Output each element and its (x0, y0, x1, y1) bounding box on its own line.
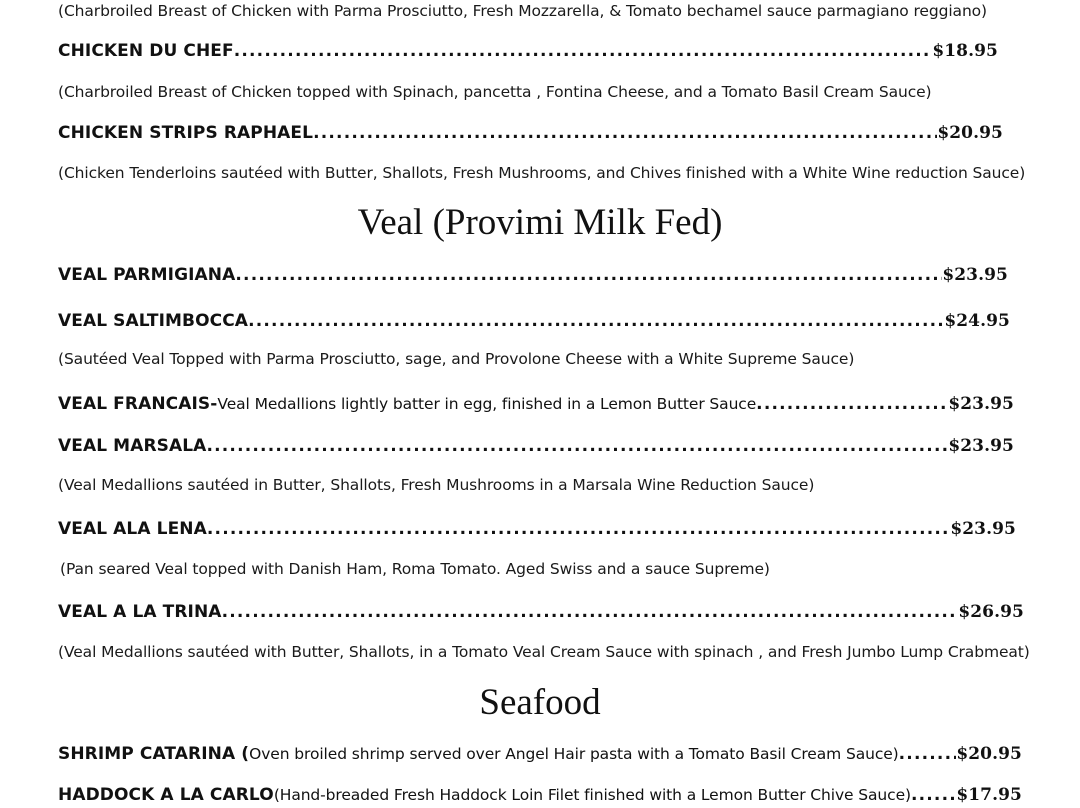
dot-leader (206, 438, 948, 455)
menu-item-veal-parmigiana (58, 267, 1008, 284)
dot-leader (911, 787, 956, 804)
item-name: CHICKEN DU CHEF (58, 41, 234, 61)
item-price: $23.95 (948, 394, 1014, 414)
item-name: VEAL MARSALA (58, 436, 207, 456)
item-inline-description: Oven broiled shrimp served over Angel Hair pasta with a Tomato Basil Cream Sauce) (249, 745, 899, 763)
item-price: $18.95 (932, 41, 998, 61)
item-description: (Veal Medallions sautéed in Butter, Shallots, Fresh Mushrooms in a Marsala Wine Reduction Sauce) (58, 476, 815, 494)
item-name: VEAL A LA TRINA (58, 602, 222, 622)
menu-item-shrimp-catarina (58, 746, 1022, 763)
dot-leader (248, 313, 944, 330)
item-price: $23.95 (942, 265, 1008, 285)
dot-leader (756, 396, 948, 413)
item-name: VEAL SALTIMBOCCA (58, 311, 249, 331)
dot-leader (207, 521, 950, 538)
item-description: (Charbroiled Breast of Chicken topped with Spinach, pancetta , Fontina Cheese, and a Tomato Basil Cream Sauce) (58, 83, 932, 101)
chicken-parma-description: (Charbroiled Breast of Chicken with Parma Prosciutto, Fresh Mozzarella, & Tomato bechamel sauce parmagiano reggiano) (58, 2, 988, 20)
item-inline-description: Veal Medallions lightly batter in egg, finished in a Lemon Butter Sauce (217, 395, 757, 413)
item-price: $23.95 (950, 519, 1016, 539)
item-description: (Chicken Tenderloins sautéed with Butter, Shallots, Fresh Mushrooms, and Chives finished with a White Wine reduction Sauce) (58, 164, 1026, 182)
menu-item-veal-marsala (58, 438, 1014, 455)
menu-item-veal-a-la-trina (58, 604, 1024, 621)
section-heading-veal: Veal (Provimi Milk Fed) (357, 202, 723, 243)
item-name: VEAL ALA LENA (58, 519, 207, 539)
dot-leader (899, 746, 957, 763)
item-name: VEAL PARMIGIANA (58, 265, 236, 285)
item-description: (Sautéed Veal Topped with Parma Prosciutto, sage, and Provolone Cheese with a White Supreme Sauce) (58, 350, 855, 368)
item-price: $26.95 (958, 602, 1024, 622)
item-price: $17.95 (956, 785, 1022, 805)
menu-item-chicken-strips-raphael (58, 125, 1003, 142)
menu-item-veal-saltimbocca (58, 313, 1010, 330)
item-name: VEAL FRANCAIS- (58, 394, 218, 414)
dot-leader (235, 267, 942, 284)
section-heading-seafood: Seafood (479, 682, 601, 723)
item-name: CHICKEN STRIPS RAPHAEL (58, 123, 314, 143)
item-name: SHRIMP CATARINA ( (58, 744, 250, 764)
item-price: $24.95 (944, 311, 1010, 331)
menu-item-veal-francais (58, 396, 1014, 413)
item-price: $20.95 (937, 123, 1003, 143)
menu-item-veal-ala-lena (58, 521, 1016, 538)
item-name: HADDOCK A LA CARLO (58, 785, 274, 805)
item-price: $23.95 (948, 436, 1014, 456)
menu-item-chicken-du-chef (58, 43, 998, 60)
item-description: (Pan seared Veal topped with Danish Ham, Roma Tomato. Aged Swiss and a sauce Supreme) (60, 560, 770, 578)
item-description: (Veal Medallions sautéed with Butter, Shallots, in a Tomato Veal Cream Sauce with spinach , and Fresh Jumbo Lump Crabmeat) (58, 643, 1030, 661)
dot-leader (222, 604, 959, 621)
item-price: $20.95 (956, 744, 1022, 764)
item-inline-description: (Hand-breaded Fresh Haddock Loin Filet finished with a Lemon Butter Chive Sauce) (273, 786, 911, 804)
dot-leader (234, 43, 933, 60)
menu-item-haddock-a-la-carlo (58, 787, 1022, 804)
dot-leader (313, 125, 937, 142)
